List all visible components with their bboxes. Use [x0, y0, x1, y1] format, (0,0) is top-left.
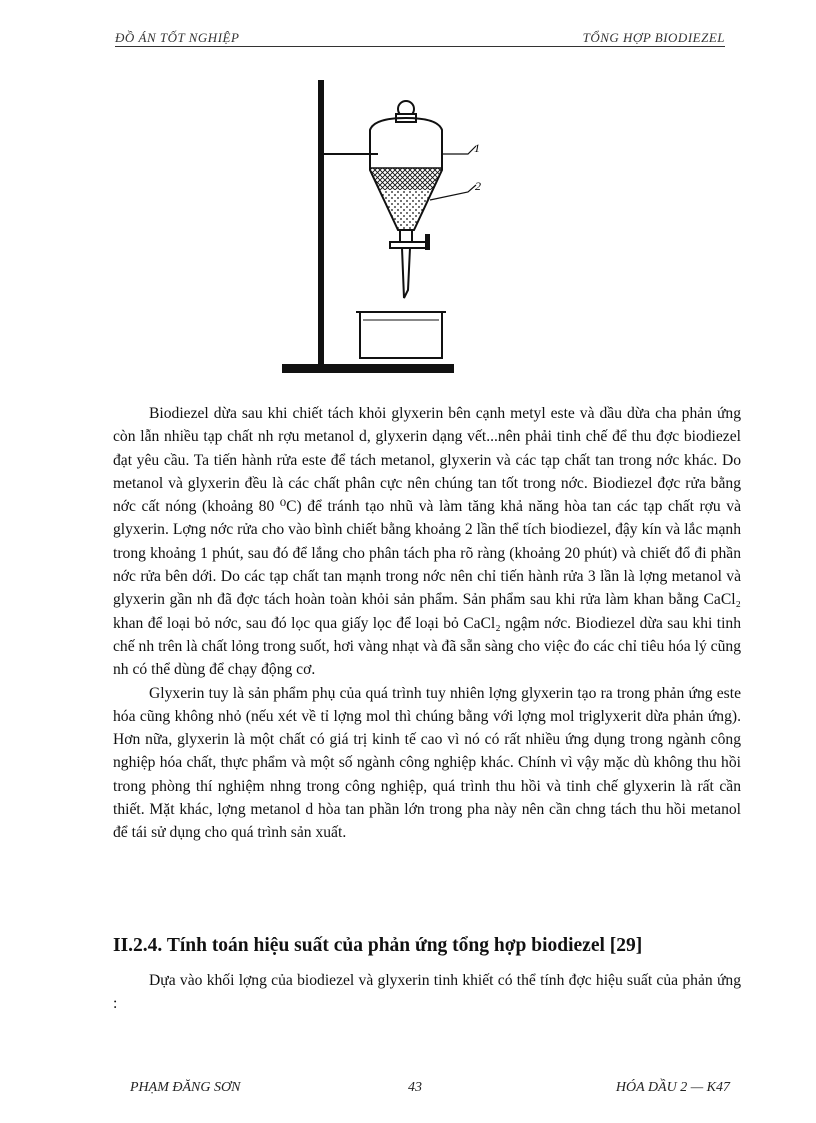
footer-author: PHẠM ĐĂNG SƠN: [130, 1080, 241, 1095]
section-heading: II.2.4. Tính toán hiệu suất của phản ứng tổng hợp biodiezel [29]: [113, 935, 643, 956]
stopcock: [390, 230, 430, 298]
stand-base: [282, 364, 454, 373]
stand-rod: [318, 80, 324, 365]
separatory-funnel-figure: [270, 70, 510, 380]
paragraph-washing: Biodiezel dừa sau khi chiết tách khỏi glyxerin bên cạnh metyl este và dầu dừa cha phản ứng còn lẫn nhiều tạp chất nh rợu metanol d, glyxerin dạng vết...nên phải tinh chế để thu đợc biodiezel đạt yêu cầu. Ta tiến hành rửa este để tách metanol, glyxerin và các tạp chất tan trong nớc khác. Do metanol và glyxerin đều là các chất phân cực nên chúng tan tốt trong nớc. Biodiezel đợc rửa bằng nớc cất nóng (khoảng 80 ⁰C) để tránh tạo nhũ và làm tăng khả năng hòa tan các tạp chất rợu và glyxerin. Lợng nớc rửa cho vào bình chiết bằng khoảng 2 lần thể tích biodiezel, đậy kín và lắc mạnh trong khoảng 1 phút, sau đó để lắng cho phân tách pha rõ ràng (khoảng 20 phút) và chiết đổ đi phần nớc rửa bên dới. Do các tạp chất tan mạnh trong nớc nên chỉ tiến hành rửa 3 lần là lợng metanol và glyxerin gần nh đã đợc tách hoàn toàn khỏi sản phẩm. Sản phẩm sau khi rửa làm khan bằng CaCl₂ khan để loại bỏ nớc, sau đó lọc qua giấy lọc để loại bỏ CaCl₂ ngậm nớc. Biodiezel dừa sau khi tinh chế nh trên là chất lỏng trong suốt, hơi vàng nhạt và đã sẵn sàng cho việc đo các chỉ tiêu hóa lý cũng nh có thể dùng để chạy động cơ.: [113, 405, 741, 679]
liquid-layer-bottom: [368, 190, 444, 232]
figure-label-1: 1: [474, 141, 480, 155]
page-number: 43: [408, 1080, 422, 1095]
paragraph-yield: Dựa vào khối lợng của biodiezel và glyxerin tinh khiết có thể tính đợc hiệu suất của phản ứng :: [113, 972, 741, 1013]
liquid-layer-top: [368, 168, 444, 190]
section-text: [113, 969, 741, 1016]
label-1-leader: [442, 146, 476, 154]
header-right: TỔNG HỢP BIODIEZEL: [582, 30, 725, 45]
header-left: ĐỒ ÁN TỐT NGHIỆP: [115, 30, 240, 45]
page-header: [115, 28, 725, 47]
paragraph-glycerin: Glyxerin tuy là sản phẩm phụ của quá trình tuy nhiên lợng glyxerin tạo ra trong phản ứng este hóa cũng không nhỏ (nếu xét về tỉ lợng mol thì chúng bằng với lợng mol triglyxerit dừa phản ứng). Hơn nữa, glyxerin là một chất có giá trị kinh tế cao vì nó có rất nhiều ứng dụng trong ngành công nghiệp hóa chất, thực phẩm và một số ngành công nghiệp khác. Chính vì vậy mặc dù không thu hồi trong phòng thí nghiệm nhng trong công nghiệp, quá trình thu hồi và tinh chế glyxerin là rất cần thiết. Mặt khác, lợng metanol d hòa tan phần lớn trong pha này nên cần chng tách thu hồi metanol để tái sử dụng cho quá trình sản xuất.: [113, 684, 741, 842]
beaker: [356, 312, 446, 358]
footer-class: HÓA DẦU 2 — K47: [615, 1080, 730, 1095]
body-text: [113, 402, 741, 845]
label-2-leader: [430, 185, 476, 200]
figure-label-2: 2: [475, 179, 481, 193]
page-footer: [130, 1080, 730, 1102]
